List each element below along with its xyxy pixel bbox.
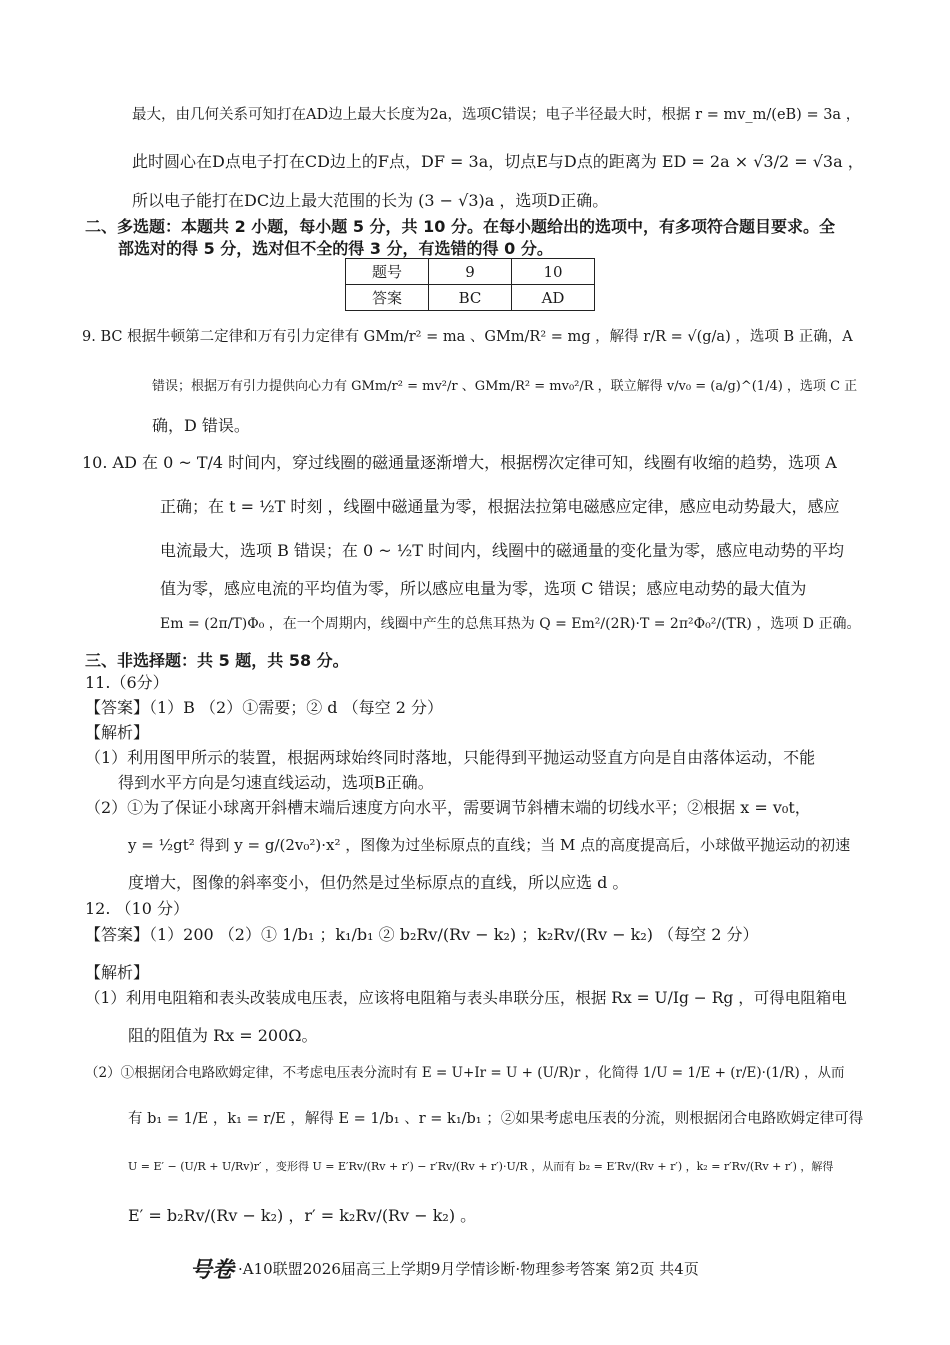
text-line: 有 b₁ = 1/E ，k₁ = r/E ，解得 E = 1/b₁ 、r = k₁/b₁ ；②如果考虑电压表的分流，则根据闭合电路欧姆定律可得 [128, 1111, 864, 1127]
text-line: 部选对的得 5 分，选对但不全的得 3 分，有选错的得 0 分。 [118, 239, 553, 258]
table-cell: 10 [512, 259, 595, 285]
text-line: 11.（6分） [85, 673, 169, 692]
table-cell: 答案 [346, 285, 429, 311]
text-line: 值为零，感应电流的平均值为零，所以感应电量为零，选项 C 错误；感应电动势的最大值为 [160, 579, 807, 598]
text-line: 正确；在 t = ½T 时刻 ，线圈中磁通量为零，根据法拉第电磁感应定律，感应电动势最大，感应 [160, 497, 840, 516]
answer-table [345, 258, 595, 311]
footer-text: ·A10联盟2026届高三上学期9月学情诊断·物理参考答案 第2页 共4页 [238, 1260, 699, 1278]
text-line: E′ = b₂Rv/(Rv − k₂) ，r′ = k₂Rv/(Rv − k₂) 。 [128, 1206, 477, 1225]
text-line: （1）利用电阻箱和表头改装成电压表，应该将电阻箱与表头串联分压，根据 Rx = U/Ig − Rg ，可得电阻箱电 [85, 989, 847, 1007]
text-line: 电流最大，选项 B 错误；在 0 ~ ½T 时间内，线圈中的磁通量的变化量为零，感应电动势的平均 [160, 541, 845, 560]
table-cell: BC [429, 285, 512, 311]
text-line: 【解析】 [85, 963, 150, 982]
text-line: y = ½gt² 得到 y = g/(2v₀²)·x² ，图像为过坐标原点的直线；当 M 点的高度提高后，小球做平抛运动的初速 [128, 836, 851, 854]
text-line: 【答案】（1）B （2）①需要；② d （每空 2 分） [85, 698, 443, 717]
table-cell: 题号 [346, 259, 429, 285]
text-line: 确，D 错误。 [152, 416, 250, 435]
text-line: 此时圆心在D点电子打在CD边上的F点，DF = 3a，切点E与D点的距离为 ED = 2a × √3/2 = √3a ， [132, 152, 864, 171]
answer-table-row-number [346, 259, 595, 285]
text-line: Em = (2π/T)Φ₀ ，在一个周期内，线圈中产生的总焦耳热为 Q = Em²/(2R)·T = 2π²Φ₀²/(TR) ，选项 D 正确。 [160, 616, 861, 632]
page-footer [190, 1253, 699, 1284]
text-line: U = E′ − (U/R + U/Rv)r′ ，变形得 U = E′Rv/(Rv + r′) − r′Rv/(Rv + r′)·U/R ，从而有 b₂ = E′Rv/(Rv + r′) ，k₂ = r′Rv/(Rv + r′) ，解得 [128, 1160, 834, 1173]
text-line: 三、非选择题：共 5 题，共 58 分。 [85, 651, 349, 670]
text-line: 10. AD 在 0 ~ T/4 时间内，穿过线圈的磁通量逐渐增大，根据楞次定律可知，线圈有收缩的趋势，选项 A [82, 453, 837, 472]
text-line: 所以电子能打在DC边上最大范围的长为 (3 − √3)a ，选项D正确。 [132, 191, 609, 210]
text-line: 二、多选题：本题共 2 小题，每小题 5 分，共 10 分。在每小题给出的选项中，有多项符合题目要求。全 [85, 217, 835, 236]
table-cell: 9 [429, 259, 512, 285]
text-line: （2）①为了保证小球离开斜槽末端后速度方向水平，需要调节斜槽末端的切线水平；②根据 x = v₀t， [85, 798, 811, 817]
publisher-logo: 号卷 [190, 1257, 235, 1283]
text-line: 【解析】 [85, 723, 150, 742]
text-line: 9. BC 根据牛顿第二定律和万有引力定律有 GMm/r² = ma 、GMm/R² = mg ，解得 r/R = √(g/a) ，选项 B 正确，A [82, 329, 853, 345]
text-line: 最大，由几何关系可知打在AD边上最大长度为2a，选项C错误；电子半径最大时，根据 r = mv_m/(eB) = 3a ， [132, 107, 861, 123]
text-line: 12. （10 分） [85, 899, 189, 918]
text-line: （1）利用图甲所示的装置，根据两球始终同时落地，只能得到平抛运动竖直方向是自由落体运动，不能 [85, 748, 816, 767]
text-line: 【答案】（1）200 （2）① 1/b₁ ；k₁/b₁ ② b₂Rv/(Rv − k₂) ；k₂Rv/(Rv − k₂) （每空 2 分） [85, 925, 759, 944]
text-line: 得到水平方向是匀速直线运动，选项B正确。 [118, 773, 434, 792]
text-line: （2）①根据闭合电路欧姆定律，不考虑电压表分流时有 E = U+Ir = U + (U/R)r ，化简得 1/U = 1/E + (r/E)·(1/R) ，从而 [85, 1065, 845, 1081]
text-line: 阻的阻值为 Rx = 200Ω。 [128, 1026, 318, 1045]
answer-table-row-answer [346, 285, 595, 311]
table-cell: AD [512, 285, 595, 311]
text-line: 错误；根据万有引力提供向心力有 GMm/r² = mv²/r 、GMm/R² = mv₀²/R ，联立解得 v/v₀ = (a/g)^(1/4) ，选项 C 正 [152, 379, 858, 394]
text-line: 度增大，图像的斜率变小，但仍然是过坐标原点的直线，所以应选 d 。 [128, 873, 629, 892]
